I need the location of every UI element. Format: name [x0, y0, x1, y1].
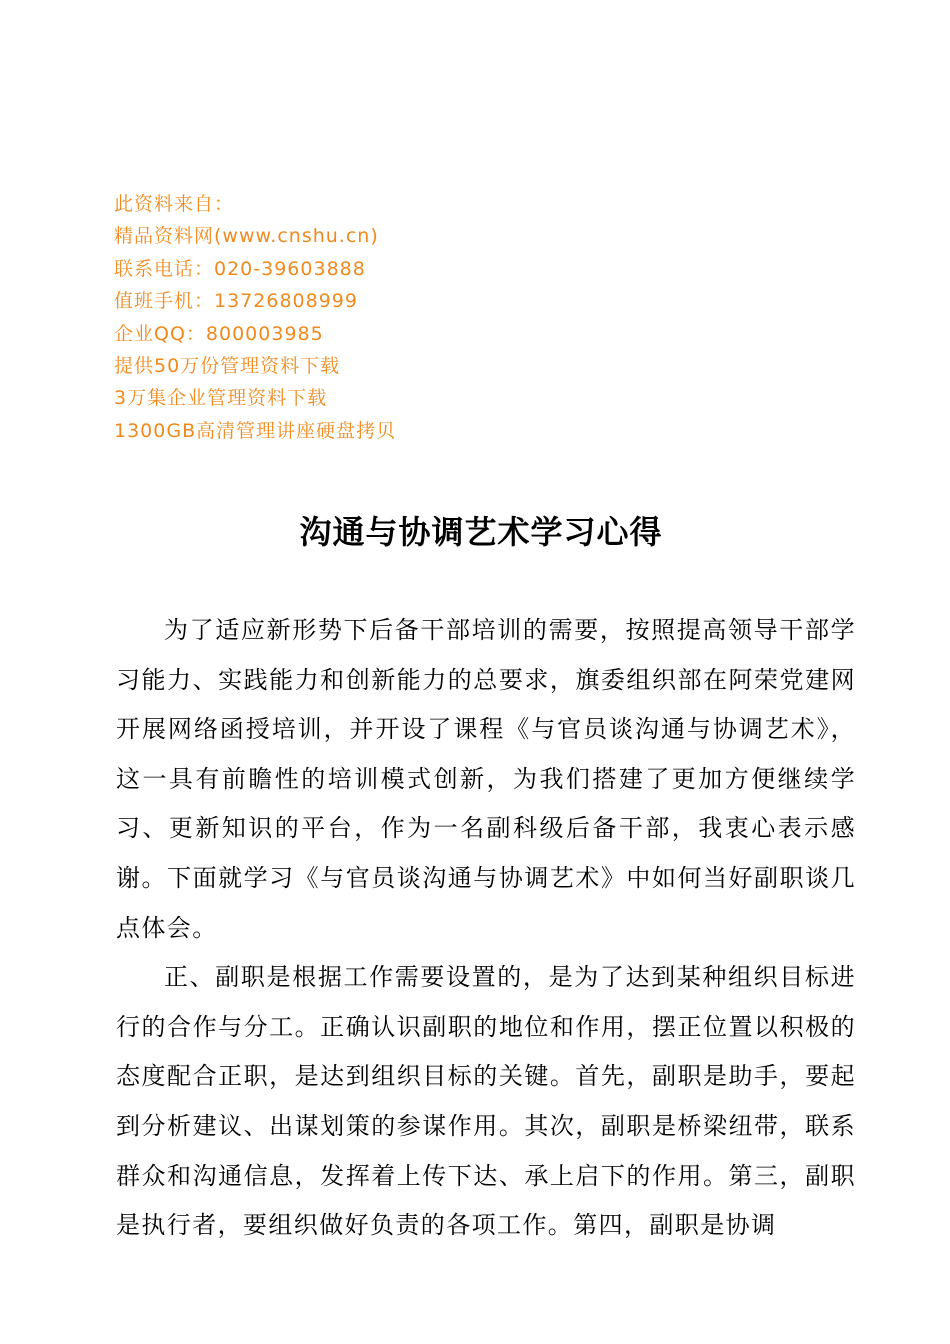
- source-line: 企业QQ：800003985: [114, 322, 324, 345]
- source-info-block: [114, 188, 534, 447]
- source-line: 提供50万份管理资料下载: [114, 354, 341, 377]
- source-line: 精品资料网(www.cnshu.cn): [114, 225, 379, 248]
- source-line: 值班手机：13726808999: [114, 290, 358, 313]
- source-line: 1300GB高清管理讲座硬盘拷贝: [114, 419, 397, 442]
- source-line: 联系电话：020-39603888: [114, 257, 366, 280]
- document-body: [116, 606, 856, 1251]
- document-title: 沟通与协调艺术学习心得: [299, 513, 663, 551]
- body-paragraph: 正、副职是根据工作需要设置的，是为了达到某种组织目标进行的合作与分工。正确认识副职的地位和作用，摆正位置以积极的态度配合正职，是达到组织目标的关键。首先，副职是助手，要起到分析建议、出谋划策的参谋作用。其次，副职是桥梁纽带，联系群众和沟通信息，发挥着上传下达、承上启下的作用。第三，副职是执行者，要组织做好负责的各项工作。第四，副职是协调: [116, 963, 856, 1240]
- source-line: 此资料来自：: [114, 193, 235, 215]
- source-line: 3万集企业管理资料下载: [114, 387, 328, 410]
- body-paragraph: 为了适应新形势下后备干部培训的需要，按照提高领导干部学习能力、实践能力和创新能力的总要求，旗委组织部在阿荣党建网开展网络函授培训，并开设了课程《与官员谈沟通与协调艺术》，这一具有前瞻性的培训模式创新，为我们搭建了更加方便继续学习、更新知识的平台，作为一名副科级后备干部，我衷心表示感谢。下面就学习《与官员谈沟通与协调艺术》中如何当好副职谈几点体会。: [116, 616, 856, 942]
